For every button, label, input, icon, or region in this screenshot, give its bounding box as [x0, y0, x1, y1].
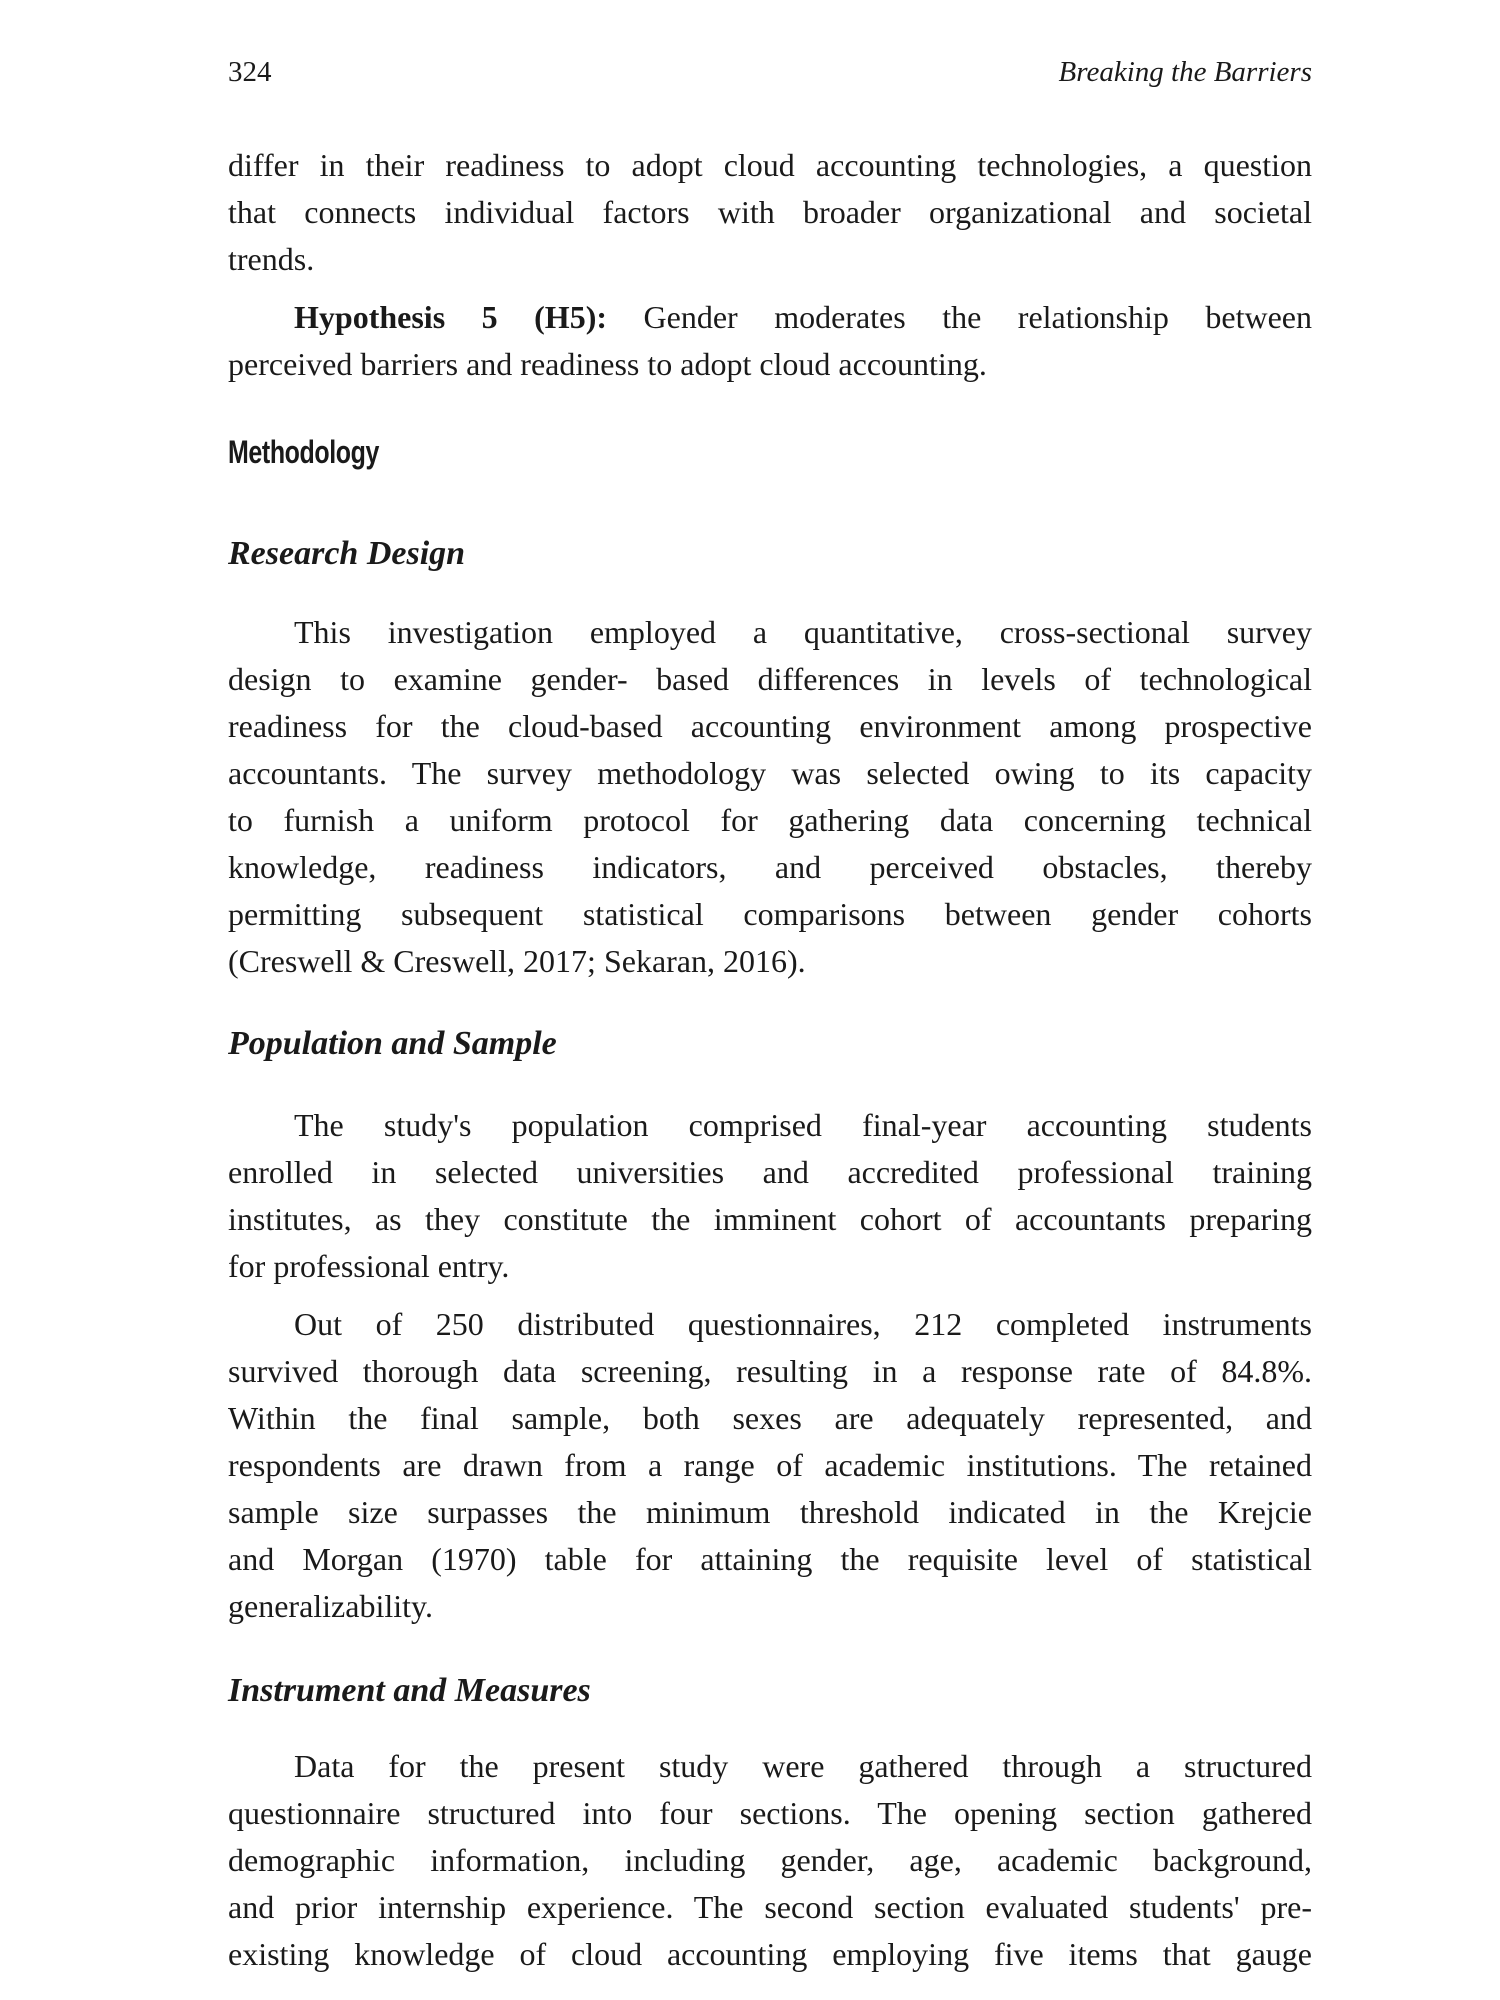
text-line: This investigation employed a quantitative, cross-sectional survey: [294, 614, 1312, 650]
section-heading-methodology: Methodology: [228, 434, 379, 470]
instrument-paragraph: [228, 1743, 1312, 1978]
text-line: accountants. The survey methodology was selected owing to its capacity: [228, 755, 1312, 791]
text-line: existing knowledge of cloud accounting employing five items that gauge: [228, 1936, 1312, 1972]
text-line: (Creswell & Creswell, 2017; Sekaran, 2016).: [228, 943, 806, 979]
text-line: design to examine gender- based differences in levels of technological: [228, 661, 1312, 697]
text-line: Within the final sample, both sexes are adequately represented, and: [228, 1400, 1312, 1436]
hypothesis-label: Hypothesis 5 (H5):: [294, 299, 608, 335]
running-title: Breaking the Barriers: [1058, 56, 1312, 88]
text-line: sample size surpasses the minimum threshold indicated in the Krejcie: [228, 1494, 1312, 1530]
hypothesis-paragraph: [228, 294, 1312, 388]
hypothesis-text: Gender moderates the relationship between: [607, 299, 1313, 335]
text-line: The study's population comprised final-year accounting students: [294, 1107, 1312, 1143]
text-line: permitting subsequent statistical comparisons between gender cohorts: [228, 896, 1312, 932]
page-number: 324: [228, 56, 272, 88]
subheading-population-sample: Population and Sample: [228, 1025, 557, 1062]
running-header: [228, 56, 1312, 89]
text-line: survived thorough data screening, resulting in a response rate of 84.8%.: [228, 1353, 1312, 1389]
text-line: respondents are drawn from a range of academic institutions. The retained: [228, 1447, 1312, 1483]
text-line: perceived barriers and readiness to adopt cloud accounting.: [228, 346, 987, 382]
text-line: differ in their readiness to adopt cloud accounting technologies, a question: [228, 147, 1312, 183]
research-design-paragraph: [228, 609, 1312, 985]
text-line: that connects individual factors with broader organizational and societal: [228, 194, 1312, 230]
text-line: and Morgan (1970) table for attaining the requisite level of statistical: [228, 1541, 1312, 1577]
text-line: questionnaire structured into four sections. The opening section gathered: [228, 1795, 1312, 1831]
text-line: enrolled in selected universities and accredited professional training: [228, 1154, 1312, 1190]
text-line: and prior internship experience. The second section evaluated students' pre-: [228, 1889, 1312, 1925]
text-line: to furnish a uniform protocol for gathering data concerning technical: [228, 802, 1312, 838]
intro-paragraph: [228, 142, 1312, 283]
text-line: readiness for the cloud-based accounting environment among prospective: [228, 708, 1312, 744]
text-line: institutes, as they constitute the imminent cohort of accountants preparing: [228, 1201, 1312, 1237]
text-line: Out of 250 distributed questionnaires, 212 completed instruments: [294, 1306, 1312, 1342]
text-line: for professional entry.: [228, 1248, 510, 1284]
text-line: [228, 294, 1312, 341]
population-paragraph-2: [228, 1301, 1312, 1630]
subheading-instrument-measures: Instrument and Measures: [228, 1672, 591, 1709]
text-line: knowledge, readiness indicators, and perceived obstacles, thereby: [228, 849, 1312, 885]
text-line: Data for the present study were gathered through a structured: [294, 1748, 1312, 1784]
population-paragraph-1: [228, 1102, 1312, 1290]
text-line: trends.: [228, 241, 315, 277]
subheading-research-design: Research Design: [228, 535, 466, 572]
text-line: generalizability.: [228, 1588, 433, 1624]
text-line: demographic information, including gender, age, academic background,: [228, 1842, 1312, 1878]
